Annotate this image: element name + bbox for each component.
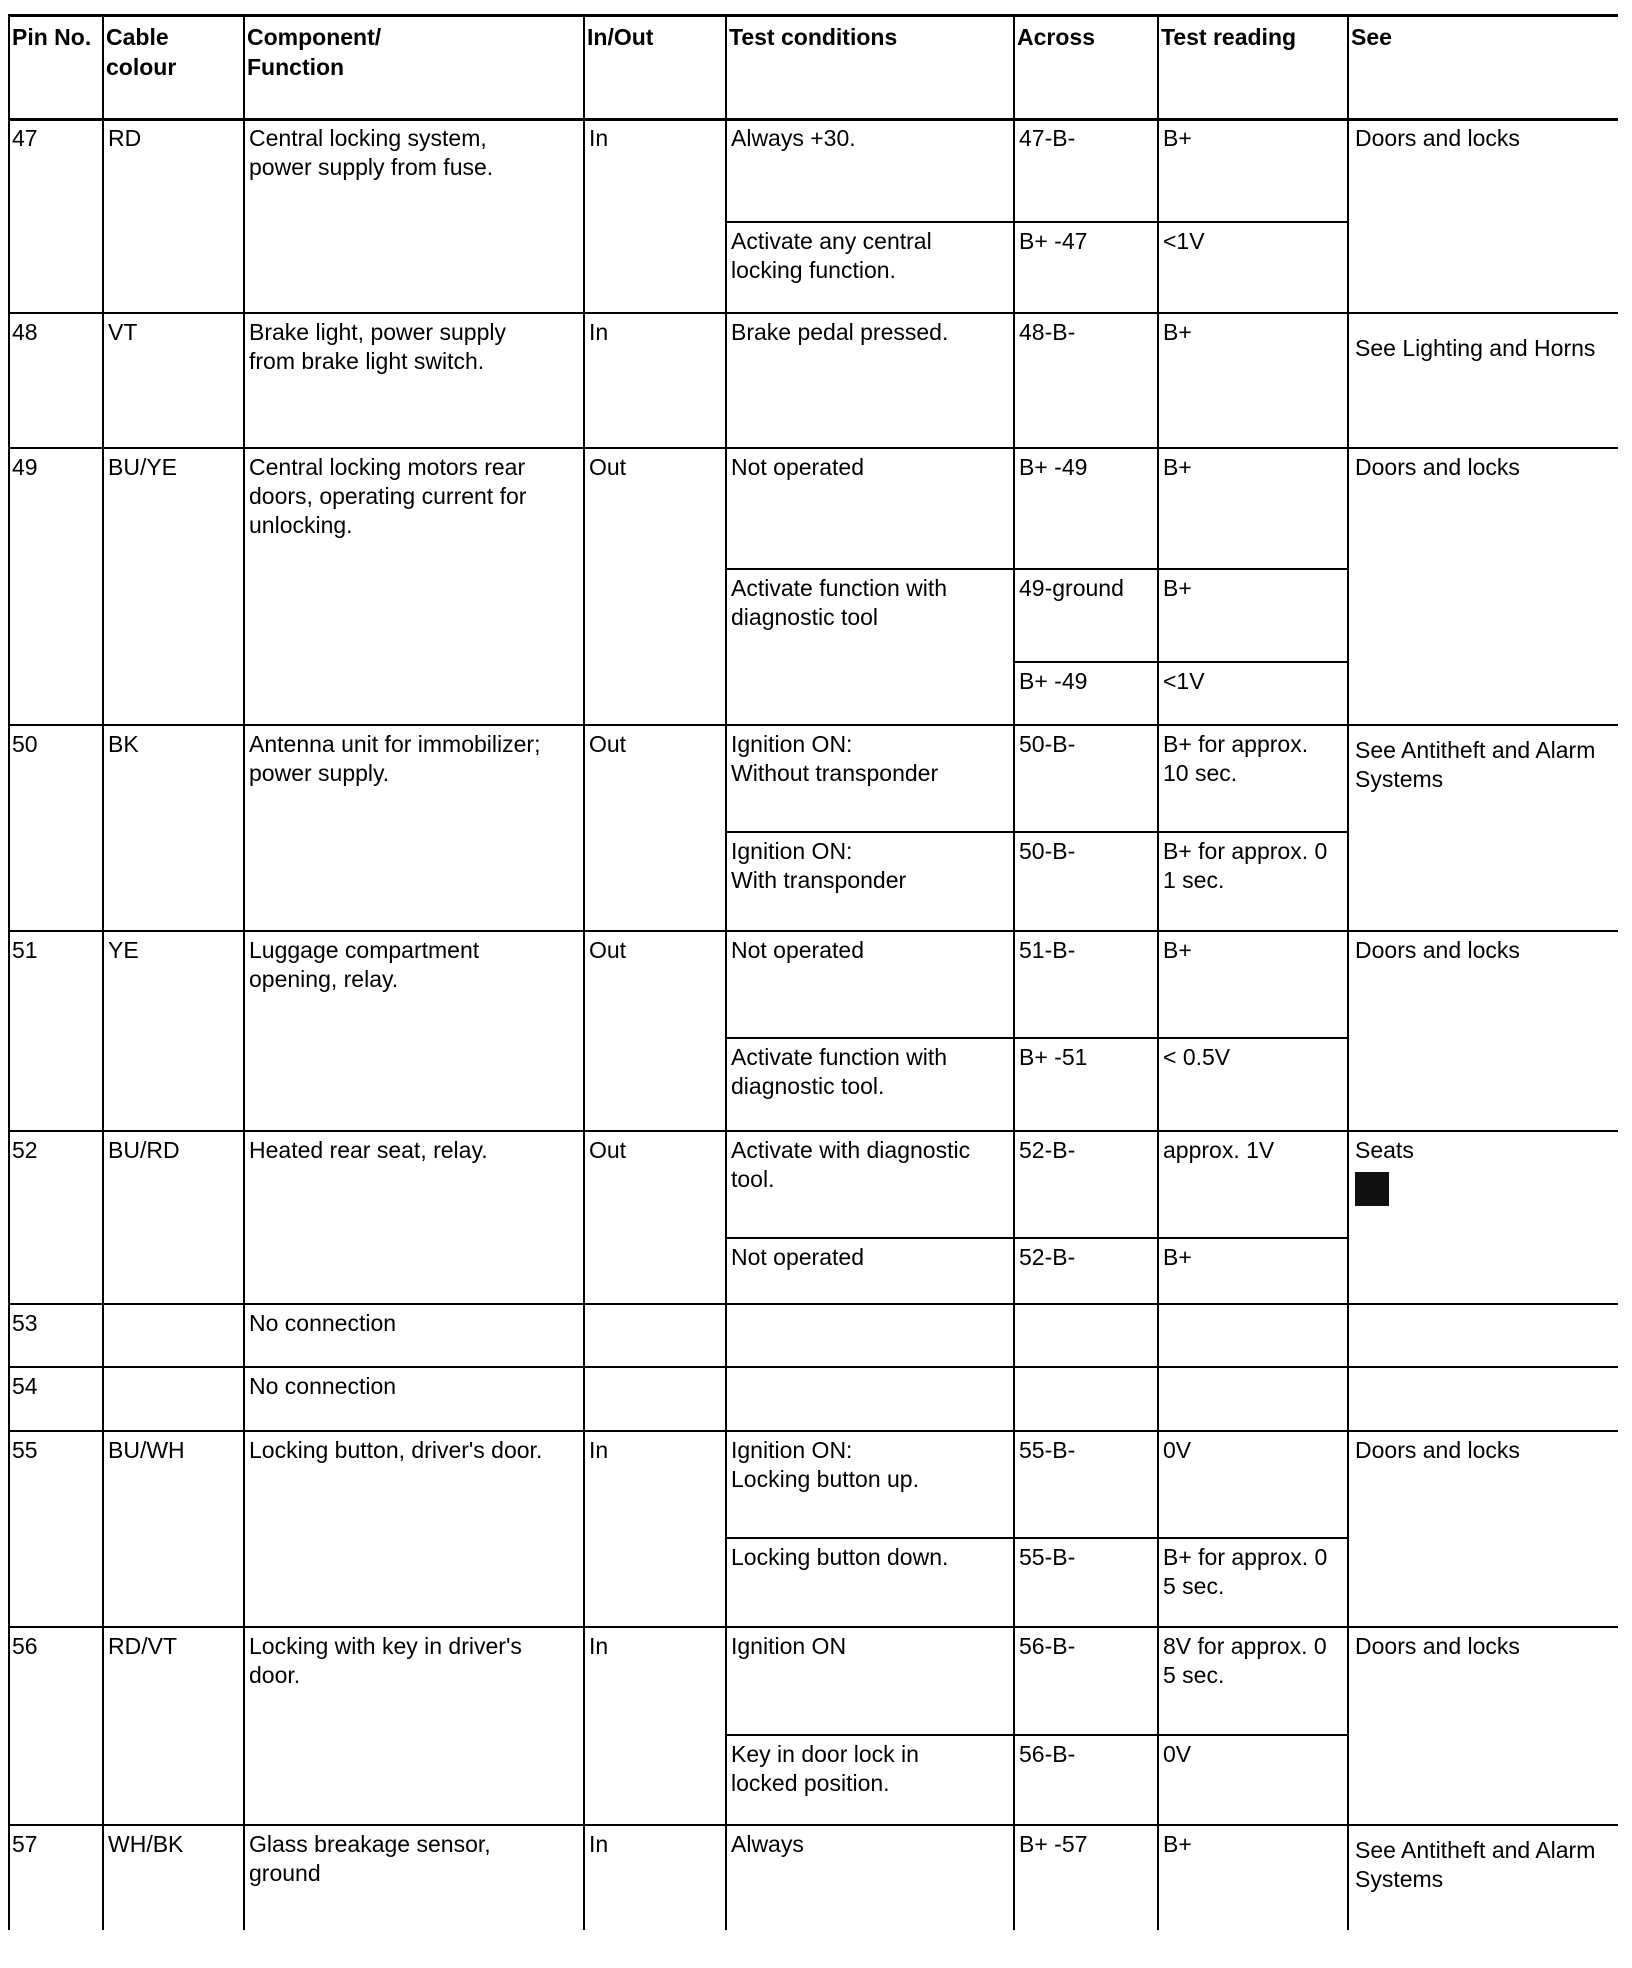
test-reading: <1V	[1163, 228, 1205, 254]
component-function: Locking with key in driver's door.	[249, 1633, 522, 1688]
row-border	[8, 930, 1618, 932]
see-reference: See Antitheft and Alarm Systems	[1355, 737, 1596, 792]
component-function: Glass breakage sensor, ground	[249, 1831, 491, 1886]
test-condition: Locking button down.	[731, 1544, 949, 1570]
header-test: Test conditions	[729, 24, 898, 50]
test-reading: B+	[1163, 454, 1192, 480]
test-reading: < 0.5V	[1163, 1044, 1231, 1070]
test-across: 50-B-	[1019, 838, 1076, 864]
test-reading: 8V for approx. 0 5 sec.	[1163, 1633, 1327, 1688]
in-out: In	[589, 319, 609, 345]
test-across: 50-B-	[1019, 731, 1076, 757]
cable-colour: RD/VT	[108, 1633, 177, 1659]
pin-number: 57	[12, 1831, 38, 1857]
pin-number: 56	[12, 1633, 38, 1659]
test-reading: B+ for approx. 10 sec.	[1163, 731, 1309, 786]
test-reading: B+	[1163, 937, 1192, 963]
pin-number: 52	[12, 1137, 38, 1163]
test-reading: 0V	[1163, 1437, 1192, 1463]
column-divider	[725, 14, 727, 1930]
test-reading: B+	[1163, 125, 1192, 151]
pin-number: 47	[12, 125, 38, 151]
cable-colour: BK	[108, 731, 139, 757]
header-component: Component/ Function	[247, 24, 382, 80]
header-bottom-border	[8, 118, 1618, 121]
component-function: No connection	[249, 1310, 397, 1336]
component-function: Locking button, driver's door.	[249, 1437, 543, 1463]
test-reading: B+	[1163, 319, 1192, 345]
test-reading: 0V	[1163, 1741, 1192, 1767]
test-condition: Always +30.	[731, 125, 856, 151]
header-reading: Test reading	[1161, 24, 1297, 50]
test-condition: Activate with diagnostic tool.	[731, 1137, 971, 1192]
in-out: In	[589, 1633, 609, 1659]
sub-row-border	[725, 1037, 1347, 1039]
test-across: 55-B-	[1019, 1437, 1076, 1463]
see-reference: Doors and locks	[1355, 1437, 1520, 1463]
header-cable: Cable colour	[106, 24, 177, 80]
see-reference: See Antitheft and Alarm Systems	[1355, 1837, 1596, 1892]
sub-row-border	[725, 1237, 1347, 1239]
test-reading: B+	[1163, 575, 1192, 601]
component-function: No connection	[249, 1373, 397, 1399]
see-reference: Doors and locks	[1355, 937, 1520, 963]
column-divider	[102, 14, 104, 1930]
column-divider	[8, 14, 10, 1930]
in-out: In	[589, 1831, 609, 1857]
cable-colour: BU/YE	[108, 454, 178, 480]
test-condition: Activate any central locking function.	[731, 228, 932, 283]
row-border	[8, 1824, 1618, 1826]
test-condition: Activate function with diagnostic tool	[731, 575, 948, 630]
header-pin: Pin No.	[12, 24, 92, 50]
test-reading: B+ for approx. 0 5 sec.	[1163, 1544, 1328, 1599]
in-out: Out	[589, 937, 627, 963]
row-border	[8, 1366, 1618, 1368]
column-divider	[1157, 14, 1159, 1930]
test-across: B+ -49	[1019, 668, 1088, 694]
test-condition: Ignition ON: Locking button up.	[731, 1437, 919, 1492]
test-condition: Always	[731, 1831, 804, 1857]
column-divider	[1347, 14, 1349, 1930]
component-function: Central locking system, power supply from fuse.	[249, 125, 494, 180]
seat-section-marker	[1355, 1172, 1389, 1206]
row-border	[8, 1130, 1618, 1132]
header-see: See	[1351, 24, 1392, 50]
column-divider	[1013, 14, 1015, 1930]
test-reading: B+	[1163, 1831, 1192, 1857]
test-condition: Ignition ON: Without transponder	[731, 731, 939, 786]
table-top-border	[8, 14, 1618, 17]
in-out: Out	[589, 454, 627, 480]
component-function: Heated rear seat, relay.	[249, 1137, 488, 1163]
see-reference: See Lighting and Horns	[1355, 335, 1596, 361]
row-border	[8, 724, 1618, 726]
test-reading: approx. 1V	[1163, 1137, 1275, 1163]
test-condition: Brake pedal pressed.	[731, 319, 949, 345]
cable-colour: BU/RD	[108, 1137, 180, 1163]
test-across: 49-ground	[1019, 575, 1124, 601]
row-border	[8, 312, 1618, 314]
cable-colour: YE	[108, 937, 139, 963]
test-condition: Ignition ON: With transponder	[731, 838, 907, 893]
column-divider	[243, 14, 245, 1930]
test-across: B+ -49	[1019, 454, 1088, 480]
component-function: Central locking motors rear doors, operating current for unlocking.	[249, 454, 527, 538]
test-condition: Not operated	[731, 454, 864, 480]
header-inout: In/Out	[587, 24, 654, 50]
test-across: B+ -47	[1019, 228, 1088, 254]
in-out: Out	[589, 731, 627, 757]
sub-row-border	[725, 221, 1347, 223]
row-border	[8, 1303, 1618, 1305]
pin-number: 50	[12, 731, 38, 757]
cable-colour: WH/BK	[108, 1831, 184, 1857]
sub-row-border	[725, 1734, 1347, 1736]
see-reference: Doors and locks	[1355, 454, 1520, 480]
test-across: 51-B-	[1019, 937, 1076, 963]
test-reading: <1V	[1163, 668, 1205, 694]
test-condition: Ignition ON	[731, 1633, 847, 1659]
row-border	[8, 447, 1618, 449]
test-across: 52-B-	[1019, 1244, 1076, 1270]
test-across: 56-B-	[1019, 1633, 1076, 1659]
test-condition: Not operated	[731, 937, 864, 963]
see-reference: Doors and locks	[1355, 125, 1520, 151]
pin-number: 54	[12, 1373, 38, 1399]
component-function: Brake light, power supply from brake light switch.	[249, 319, 506, 374]
test-across: B+ -51	[1019, 1044, 1088, 1070]
row-border	[8, 1626, 1618, 1628]
component-function: Antenna unit for immobilizer; power supply.	[249, 731, 541, 786]
see-reference: Doors and locks	[1355, 1633, 1520, 1659]
sub-row-border	[725, 1537, 1347, 1539]
pin-number: 49	[12, 454, 38, 480]
test-across: B+ -57	[1019, 1831, 1088, 1857]
test-across: 52-B-	[1019, 1137, 1076, 1163]
sub-row-border	[1013, 661, 1347, 663]
test-condition: Key in door lock in locked position.	[731, 1741, 919, 1796]
row-border	[8, 1430, 1618, 1432]
test-reading: B+ for approx. 0 1 sec.	[1163, 838, 1328, 893]
see-reference: Seats	[1355, 1137, 1414, 1163]
test-across: 56-B-	[1019, 1741, 1076, 1767]
test-condition: Not operated	[731, 1244, 864, 1270]
cable-colour: RD	[108, 125, 142, 151]
cable-colour: VT	[108, 319, 138, 345]
header-across: Across	[1017, 24, 1095, 50]
cable-colour: BU/WH	[108, 1437, 185, 1463]
test-condition: Activate function with diagnostic tool.	[731, 1044, 948, 1099]
column-divider	[583, 14, 585, 1930]
pin-number: 48	[12, 319, 38, 345]
test-across: 55-B-	[1019, 1544, 1076, 1570]
test-across: 48-B-	[1019, 319, 1076, 345]
pin-number: 53	[12, 1310, 38, 1336]
in-out: In	[589, 125, 609, 151]
in-out: Out	[589, 1137, 627, 1163]
pin-number: 55	[12, 1437, 38, 1463]
test-across: 47-B-	[1019, 125, 1076, 151]
test-reading: B+	[1163, 1244, 1192, 1270]
sub-row-border	[725, 568, 1347, 570]
pin-number: 51	[12, 937, 38, 963]
in-out: In	[589, 1437, 609, 1463]
sub-row-border	[725, 831, 1347, 833]
component-function: Luggage compartment opening, relay.	[249, 937, 480, 992]
